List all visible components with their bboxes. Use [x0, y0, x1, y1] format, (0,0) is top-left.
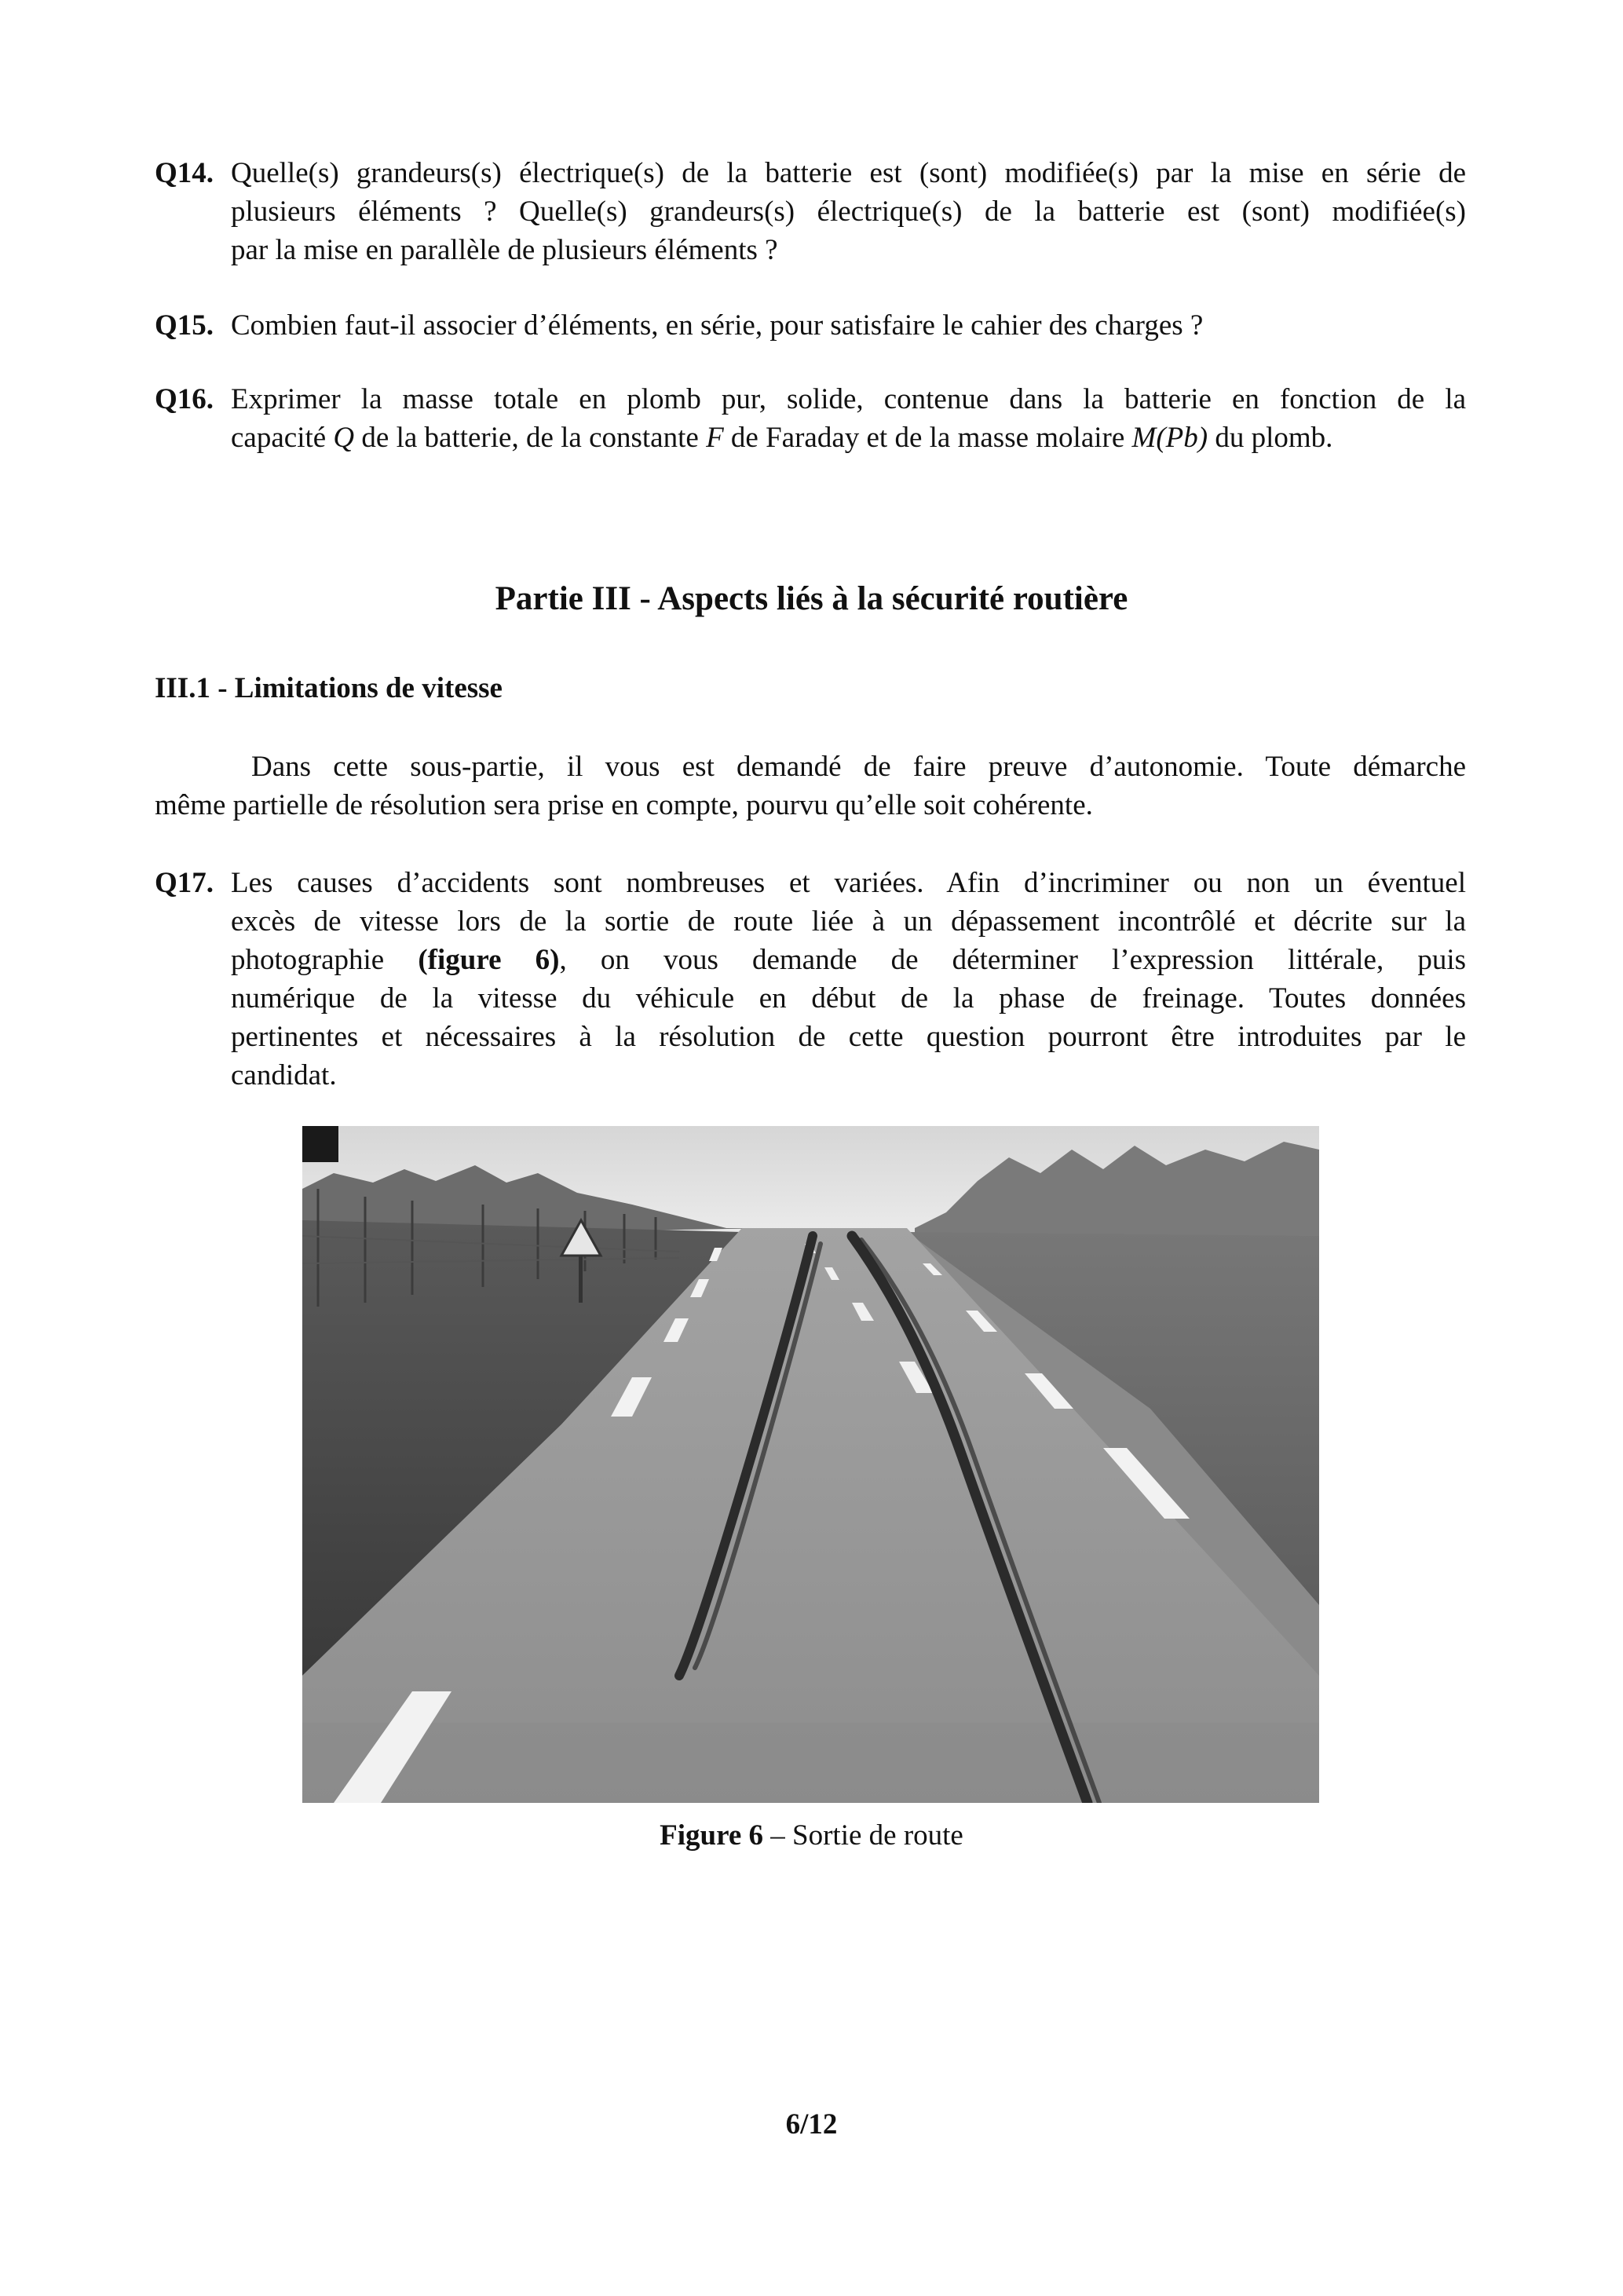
question-text — [231, 864, 1466, 1095]
caption-label: Figure 6 — [660, 1819, 764, 1852]
question-line: capacité Q de la batterie, de la constante F de Faraday et de la masse molaire M(Pb) du plomb. — [231, 422, 1333, 454]
symbol-q: Q — [333, 422, 355, 454]
question-text — [231, 154, 1466, 269]
figure-caption: Figure 6 – Sortie de route — [660, 1819, 963, 1852]
part-title: Partie III - Aspects liés à la sécurité routière — [495, 580, 1128, 617]
road-photo — [302, 1126, 1319, 1803]
paragraph-line: Dans cette sous-partie, il vous est demandé de faire preuve d’autonomie. Toute démarche — [251, 751, 1466, 783]
question-line: numérique de la vitesse du véhicule en début de la phase de freinage. Toutes données — [231, 982, 1466, 1015]
question-line: Les causes d’accidents sont nombreuses et variées. Afin d’incriminer ou non un éventuel — [231, 867, 1466, 899]
question-line: Combien faut-il associer d’éléments, en série, pour satisfaire le cahier des charges ? — [231, 309, 1204, 342]
question-line: Exprimer la masse totale en plomb pur, solide, contenue dans la batterie en fonction de la — [231, 383, 1466, 415]
question-line: plusieurs éléments ? Quelle(s) grandeurs(s) électrique(s) de la batterie est (sont) modifiée(s) — [231, 196, 1466, 228]
question-q15 — [155, 306, 1466, 345]
paragraph-line: même partielle de résolution sera prise en compte, pourvu qu’elle soit cohérente. — [155, 789, 1093, 821]
question-q14 — [155, 154, 1466, 269]
question-number: Q16. — [155, 383, 214, 415]
symbol-mpb: M(Pb) — [1131, 422, 1208, 454]
page-number: 6/12 — [785, 2108, 838, 2141]
question-number: Q15. — [155, 309, 214, 342]
caption-text: Sortie de route — [792, 1819, 963, 1852]
question-number: Q17. — [155, 867, 214, 899]
question-line: excès de vitesse lors de la sortie de route liée à un dépassement incontrôlé et décrite sur la — [231, 905, 1466, 938]
question-number: Q14. — [155, 157, 214, 189]
question-line: Quelle(s) grandeurs(s) électrique(s) de la batterie est (sont) modifiée(s) par la mise en série de — [231, 157, 1466, 189]
question-line: candidat. — [231, 1059, 337, 1091]
question-text — [231, 380, 1466, 457]
section-title: III.1 - Limitations de vitesse — [155, 672, 503, 704]
question-line: photographie (figure 6), on vous demande de déterminer l’expression littérale, puis — [231, 944, 1466, 976]
question-q16 — [155, 380, 1466, 457]
question-q17 — [155, 864, 1466, 1095]
question-line: pertinentes et nécessaires à la résolution de cette question pourront être introduites par le — [231, 1021, 1466, 1053]
figure-reference: (figure 6) — [418, 944, 560, 976]
intro-paragraph — [155, 748, 1466, 824]
question-line: par la mise en parallèle de plusieurs éléments ? — [231, 234, 778, 266]
symbol-f: F — [706, 422, 724, 454]
question-text — [231, 306, 1466, 345]
